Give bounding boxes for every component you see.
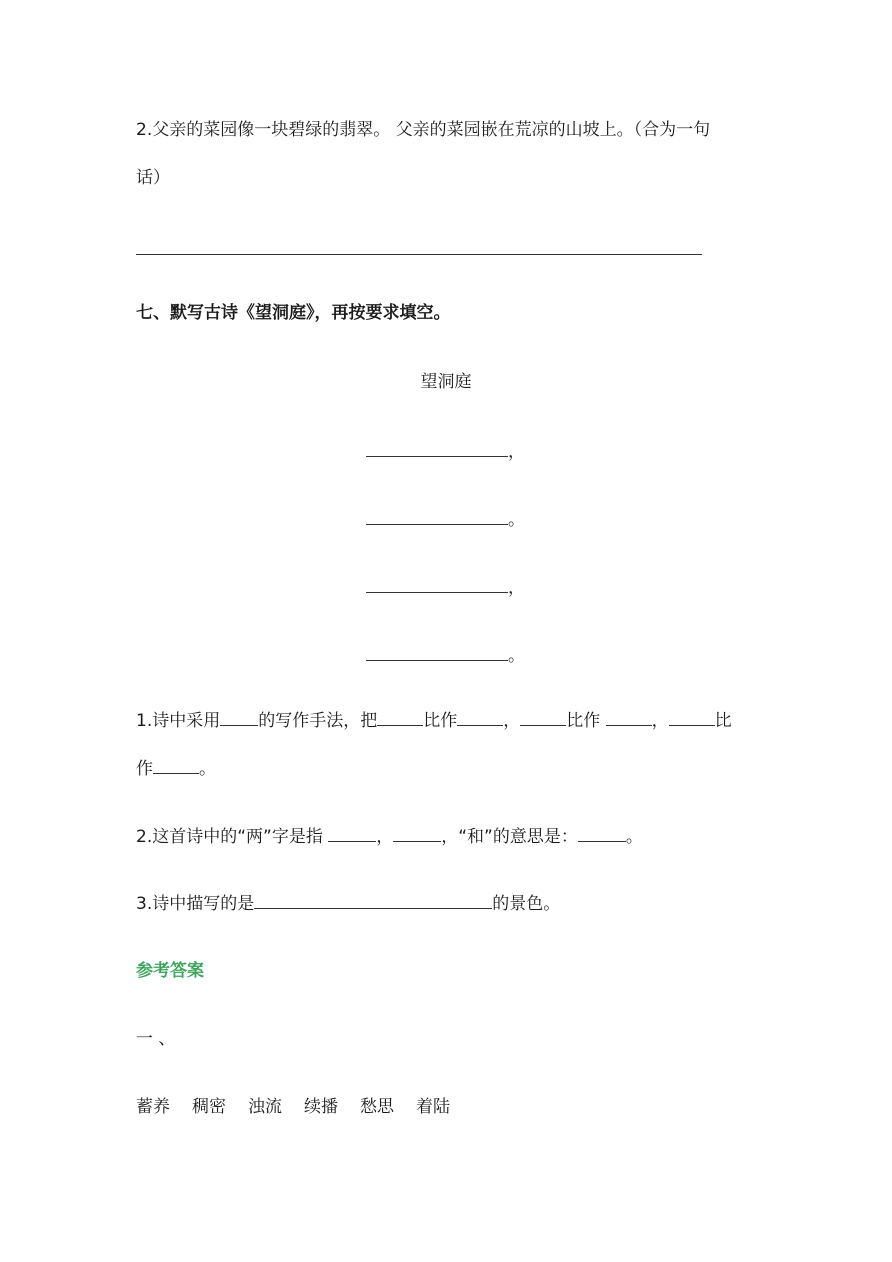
q2-blank-3[interactable] [578,825,626,842]
q2-text-1: 2.这首诗中的“两”字是指 [136,827,329,847]
answers-words [136,1095,472,1119]
q1-blank-e[interactable] [669,709,715,726]
q1-blank-b[interactable] [457,709,503,726]
q1-blank-a[interactable] [377,709,423,726]
answer-word: 稠密 [192,1097,226,1117]
poem-blank-4[interactable] [366,644,508,661]
q1-text-9: 。 [199,759,216,779]
q1-text-8: 作 [136,759,153,779]
q3-blank[interactable] [254,892,492,909]
q2-blank-2[interactable] [393,825,441,842]
answer-word: 着陆 [416,1097,450,1117]
poem-title: 望洞庭 [420,372,472,392]
poem-blank-1[interactable] [366,440,508,457]
poem-punct-1: ， [508,442,525,462]
answers-heading: 参考答案 [136,961,204,981]
answer-word: 愁思 [360,1097,394,1117]
q1-blank-d[interactable] [606,709,652,726]
poem-blank-2[interactable] [366,508,508,525]
q1-blank-c[interactable] [520,709,566,726]
answer-line[interactable] [136,254,702,255]
q1-text-7: 比 [714,711,732,731]
q2-text-3: ，“和”的意思是： [441,827,578,847]
question-2-line-2: 话） [136,168,170,188]
q3-text-1: 3.诗中描写的是 [136,894,255,914]
answer-word: 浊流 [248,1097,282,1117]
q1-text-5: 比作 [566,711,606,731]
poem-punct-3: ， [508,578,525,598]
q1-text-3: 比作 [423,711,458,731]
poem-question-3 [136,892,560,916]
q1-text-2: 的写作手法，把 [258,711,378,731]
answer-word: 蓄养 [136,1097,170,1117]
answers-section-1: 一 、 [136,1029,176,1049]
q3-text-2: 的景色。 [492,894,561,914]
q2-text-4: 。 [625,827,643,847]
answer-word: 续播 [304,1097,338,1117]
q1-text-4: ， [503,711,521,731]
poem-question-1-line-2 [136,757,216,781]
q2-blank-1[interactable] [328,825,376,842]
poem-question-1-line-1 [136,709,732,733]
poem-line-1 [366,440,525,464]
poem-line-4 [366,644,525,668]
q1-text-1: 1.诗中采用 [136,711,221,731]
section-7-title: 七、默写古诗《望洞庭》，再按要求填空。 [136,303,451,323]
poem-line-2 [366,508,525,532]
poem-blank-3[interactable] [366,576,508,593]
q2-text-2: ， [376,827,394,847]
poem-punct-2: 。 [508,510,525,530]
question-2-line-1: 2.父亲的菜园像一块碧绿的翡翠。 父亲的菜园嵌在荒凉的山坡上。（合为一句 [136,120,711,140]
q1-blank-technique[interactable] [220,709,258,726]
poem-question-2 [136,825,643,849]
poem-line-3 [366,576,525,600]
q1-blank-f[interactable] [153,757,199,774]
poem-punct-4: 。 [508,646,525,666]
q1-text-6: ， [651,711,669,731]
